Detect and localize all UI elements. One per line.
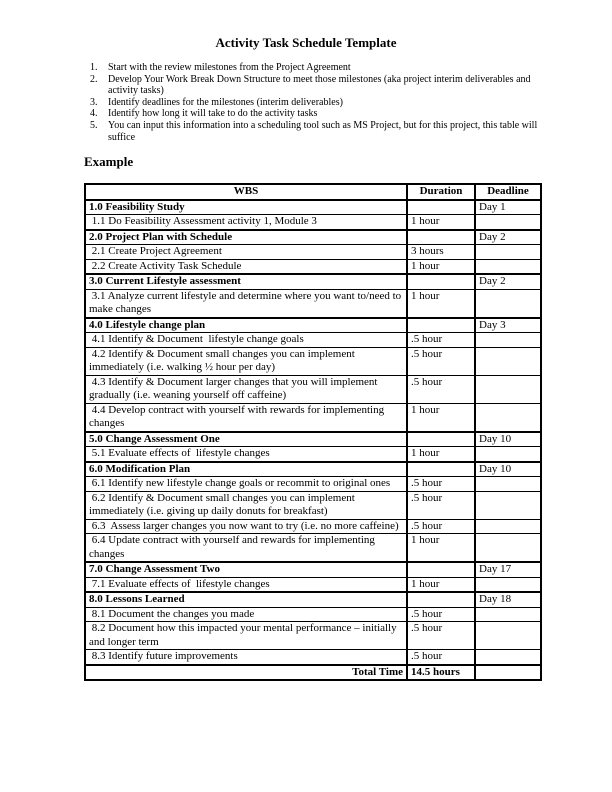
deadline-cell: Day 1 <box>475 200 541 215</box>
list-item <box>90 120 612 143</box>
wbs-cell: 6.0 Modification Plan <box>85 462 407 477</box>
deadline-cell <box>475 403 541 432</box>
deadline-cell <box>475 577 541 592</box>
table-row <box>85 347 541 375</box>
duration-cell: .5 hour <box>407 477 475 492</box>
section-row <box>85 230 541 245</box>
wbs-cell: 1.1 Do Feasibility Assessment activity 1, Module 3 <box>85 215 407 230</box>
duration-cell: .5 hour <box>407 375 475 403</box>
duration-cell <box>407 562 475 577</box>
wbs-cell: 4.1 Identify & Document lifestyle change goals <box>85 333 407 348</box>
table-row <box>85 519 541 534</box>
section-row <box>85 592 541 607</box>
duration-cell: .5 hour <box>407 519 475 534</box>
deadline-cell <box>475 665 541 681</box>
table-row <box>85 577 541 592</box>
table-row <box>85 289 541 318</box>
table-row <box>85 534 541 563</box>
list-item-text: You can input this information into a scheduling tool such as MS Project, but for this project, this table will suffice <box>108 119 538 143</box>
section-row <box>85 318 541 333</box>
wbs-cell: 6.1 Identify new lifestyle change goals or recommit to original ones <box>85 477 407 492</box>
list-item-number: 2. <box>90 73 98 85</box>
example-heading: Example <box>84 154 134 170</box>
duration-cell: .5 hour <box>407 607 475 622</box>
wbs-cell: 1.0 Feasibility Study <box>85 200 407 215</box>
wbs-cell: 8.2 Document how this impacted your mental performance – initially and longer term <box>85 622 407 650</box>
table-row <box>85 477 541 492</box>
deadline-cell <box>475 519 541 534</box>
duration-cell <box>407 462 475 477</box>
deadline-cell: Day 10 <box>475 462 541 477</box>
wbs-cell: 8.0 Lessons Learned <box>85 592 407 607</box>
table-row <box>85 491 541 519</box>
wbs-cell: 7.1 Evaluate effects of lifestyle changes <box>85 577 407 592</box>
section-row <box>85 200 541 215</box>
deadline-cell <box>475 245 541 260</box>
wbs-cell: 5.0 Change Assessment One <box>85 432 407 447</box>
duration-cell: 1 hour <box>407 534 475 563</box>
duration-cell: 1 hour <box>407 577 475 592</box>
wbs-cell: 4.4 Develop contract with yourself with rewards for implementing changes <box>85 403 407 432</box>
header-deadline: Deadline <box>475 184 541 200</box>
deadline-cell <box>475 333 541 348</box>
deadline-cell: Day 2 <box>475 274 541 289</box>
table-row <box>85 375 541 403</box>
deadline-cell <box>475 491 541 519</box>
list-item-text: Identify how long it will take to do the activity tasks <box>108 108 318 120</box>
deadline-cell: Day 17 <box>475 562 541 577</box>
duration-cell: .5 hour <box>407 347 475 375</box>
wbs-cell: 3.1 Analyze current lifestyle and determine where you want to/need to make changes <box>85 289 407 318</box>
table-row <box>85 622 541 650</box>
list-item-number: 4. <box>90 108 98 120</box>
wbs-cell: 8.3 Identify future improvements <box>85 650 407 665</box>
wbs-cell: 5.1 Evaluate effects of lifestyle changes <box>85 447 407 462</box>
table-header-row <box>85 184 541 200</box>
duration-cell: 1 hour <box>407 259 475 274</box>
duration-cell <box>407 274 475 289</box>
instructions-list <box>90 62 612 143</box>
wbs-cell: 2.0 Project Plan with Schedule <box>85 230 407 245</box>
duration-cell: .5 hour <box>407 333 475 348</box>
duration-cell <box>407 432 475 447</box>
deadline-cell <box>475 259 541 274</box>
table-row <box>85 403 541 432</box>
list-item <box>90 97 612 109</box>
deadline-cell <box>475 375 541 403</box>
wbs-cell: Total Time <box>85 665 407 681</box>
duration-cell: 14.5 hours <box>407 665 475 681</box>
deadline-cell <box>475 607 541 622</box>
table-row <box>85 607 541 622</box>
schedule-table <box>84 183 542 681</box>
deadline-cell <box>475 650 541 665</box>
table-row <box>85 447 541 462</box>
wbs-cell: 4.0 Lifestyle change plan <box>85 318 407 333</box>
duration-cell: 1 hour <box>407 447 475 462</box>
wbs-cell: 3.0 Current Lifestyle assessment <box>85 274 407 289</box>
wbs-cell: 6.3 Assess larger changes you now want to try (i.e. no more caffeine) <box>85 519 407 534</box>
list-item-text: Identify deadlines for the milestones (interim deliverables) <box>108 96 343 108</box>
duration-cell: 3 hours <box>407 245 475 260</box>
deadline-cell <box>475 215 541 230</box>
wbs-cell: 8.1 Document the changes you made <box>85 607 407 622</box>
wbs-cell: 4.3 Identify & Document larger changes that you will implement gradually (i.e. weaning yourself off caffeine) <box>85 375 407 403</box>
list-item-number: 3. <box>90 96 98 108</box>
list-item-text: Start with the review milestones from the Project Agreement <box>108 62 351 73</box>
wbs-cell: 6.2 Identify & Document small changes you can implement immediately (i.e. giving up daily donuts for breakfast) <box>85 491 407 519</box>
table-row <box>85 333 541 348</box>
header-duration: Duration <box>407 184 475 200</box>
deadline-cell <box>475 477 541 492</box>
section-row <box>85 562 541 577</box>
list-item <box>90 62 612 74</box>
table-row <box>85 650 541 665</box>
duration-cell: 1 hour <box>407 215 475 230</box>
duration-cell <box>407 592 475 607</box>
wbs-cell: 2.2 Create Activity Task Schedule <box>85 259 407 274</box>
table-row <box>85 259 541 274</box>
list-item-number: 1. <box>90 62 98 73</box>
table-row <box>85 245 541 260</box>
deadline-cell: Day 18 <box>475 592 541 607</box>
duration-cell: .5 hour <box>407 622 475 650</box>
deadline-cell <box>475 447 541 462</box>
duration-cell <box>407 318 475 333</box>
duration-cell: .5 hour <box>407 650 475 665</box>
section-row <box>85 462 541 477</box>
page-title: Activity Task Schedule Template <box>215 35 397 50</box>
duration-cell: .5 hour <box>407 491 475 519</box>
section-row <box>85 432 541 447</box>
deadline-cell <box>475 289 541 318</box>
table-row <box>85 215 541 230</box>
wbs-cell: 4.2 Identify & Document small changes you can implement immediately (i.e. walking ½ hour per day) <box>85 347 407 375</box>
deadline-cell: Day 3 <box>475 318 541 333</box>
list-item-text: Develop Your Work Break Down Structure to meet those milestones (aka project interim deliverables and activity tasks) <box>108 73 531 97</box>
duration-cell <box>407 230 475 245</box>
schedule-table-body <box>85 200 541 681</box>
header-wbs: WBS <box>85 184 407 200</box>
list-item <box>90 108 612 120</box>
deadline-cell: Day 2 <box>475 230 541 245</box>
wbs-cell: 7.0 Change Assessment Two <box>85 562 407 577</box>
deadline-cell <box>475 622 541 650</box>
duration-cell: 1 hour <box>407 289 475 318</box>
total-row <box>85 665 541 681</box>
wbs-cell: 2.1 Create Project Agreement <box>85 245 407 260</box>
duration-cell <box>407 200 475 215</box>
list-item <box>90 74 612 97</box>
deadline-cell <box>475 534 541 563</box>
wbs-cell: 6.4 Update contract with yourself and rewards for implementing changes <box>85 534 407 563</box>
deadline-cell <box>475 347 541 375</box>
deadline-cell: Day 10 <box>475 432 541 447</box>
list-item-number: 5. <box>90 119 98 131</box>
section-row <box>85 274 541 289</box>
duration-cell: 1 hour <box>407 403 475 432</box>
